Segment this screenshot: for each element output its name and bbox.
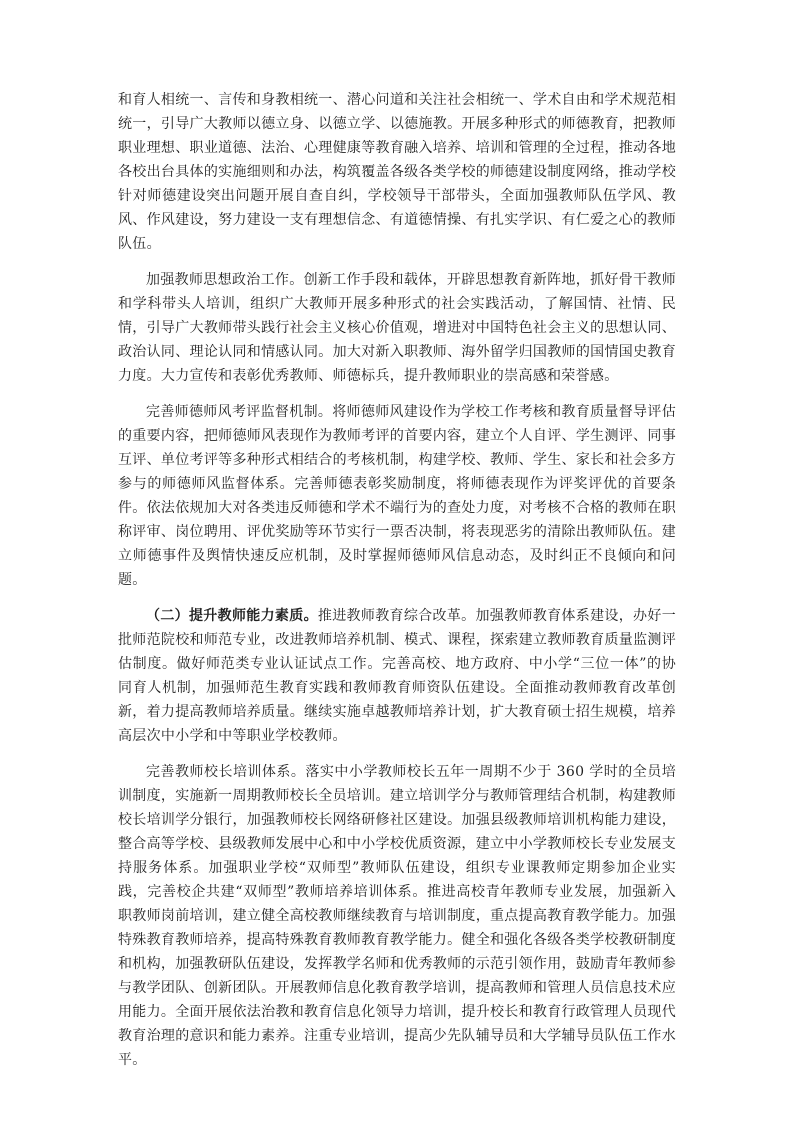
- paragraph-text: 推进教师教育综合改革。加强教师教育体系建设，办好一批师范院校和师范专业，改进教师培养机制、模式、课程，探索建立教师教育质量监测评估制度。做好师范类专业认证试点工作。完善高校、地方政府、中小学“三位一体”的协同育人机制，加强师范生教育实践和教师教育师资队伍建设。全面推动教师教育改革创新，着力提高教师培养质量。继续实施卓越教师培养计划，扩大教育硕士招生规模，培养高层次中小学和中等职业学校教师。: [118, 608, 676, 744]
- paragraph-continuation: 和育人相统一、言传和身教相统一、潜心问道和关注社会相统一、学术自由和学术规范相统一，引导广大教师以德立身、以德立学、以德施教。开展多种形式的师德教育，把教师职业理想、职业道德、法治、心理健康等教育融入培养、培训和管理的全过程，推动各地各校出台具体的实施细则和办法，构筑覆盖各级各类学校的师德建设制度网络，推动学校针对师德建设突出问题开展自查自纠，学校领导干部带头，全面加强教师队伍学风、教风、作风建设，努力建设一支有理想信念、有道德情操、有扎实学识、有仁爱之心的教师队伍。: [118, 92, 676, 252]
- section-heading: （二）提升教师能力素质。: [146, 608, 318, 624]
- paragraph-ideological-political-work: 加强教师思想政治工作。创新工作手段和载体，开辟思想教育新阵地，抓好骨干教师和学科带头人培训，组织广大教师开展多种形式的社会实践活动，了解国情、社情、民情，引导广大教师带头践行社会主义核心价值观，增进对中国特色社会主义的思想认同、政治认同、理论认同和情感认同。加大对新入职教师、海外留学归国教师的国情国史教育力度。大力宣传和表彰优秀教师、师德标兵，提升教师职业的崇高感和荣誉感。: [118, 272, 676, 384]
- document-content: [118, 88, 676, 1084]
- paragraph-training-system: 完善教师校长培训体系。落实中小学教师校长五年一周期不少于 360 学时的全员培训制度，实施新一周期教师校长全员培训。建立培训学分与教师管理结合机制，构建教师校长培训学分银行，加强教师校长网络研修社区建设。加强县级教师培训机构能力建设，整合高等学校、县级教师发展中心和中小学校优质资源，建立中小学教师校长专业发展支持服务体系。加强职业学校“双师型”教师队伍建设，组织专业课教师定期参加企业实践，完善校企共建“双师型”教师培养培训体系。推进高校青年教师专业发展，加强新入职教师岗前培训，建立健全高校教师继续教育与培训制度，重点提高教育教学能力。加强特殊教育教师培养，提高特殊教育教师教育教学能力。健全和强化各级各类学校教研制度和机构，加强教研队伍建设，发挥教学名师和优秀教师的示范引领作用，鼓励青年教师参与教学团队、创新团队。开展教师信息化教育教学培训，提高教师和管理人员信息技术应用能力。全面开展依法治教和教育信息化领导力培训，提升校长和教育行政管理人员现代教育治理的意识和能力素养。注重专业培训，提高少先队辅导员和大学辅导员队伍工作水平。: [118, 764, 676, 1068]
- paragraph-section-two: [118, 604, 676, 748]
- paragraph-ethics-evaluation-mechanism: 完善师德师风考评监督机制。将师德师风建设作为学校工作考核和教育质量督导评估的重要内容，把师德师风表现作为教师考评的首要内容，建立个人自评、学生测评、同事互评、单位考评等多种形式相结合的考核机制，构建学校、教师、学生、家长和社会多方参与的师德师风监督体系。完善师德表彰奖励制度，将师德表现作为评奖评优的首要条件。依法依规加大对各类违反师德和学术不端行为的查处力度，对考核不合格的教师在职称评审、岗位聘用、评优奖励等环节实行一票否决制，将表现恶劣的清除出教师队伍。建立师德事件及舆情快速反应机制，及时掌握师德师风信息动态，及时纠正不良倾向和问题。: [118, 404, 676, 588]
